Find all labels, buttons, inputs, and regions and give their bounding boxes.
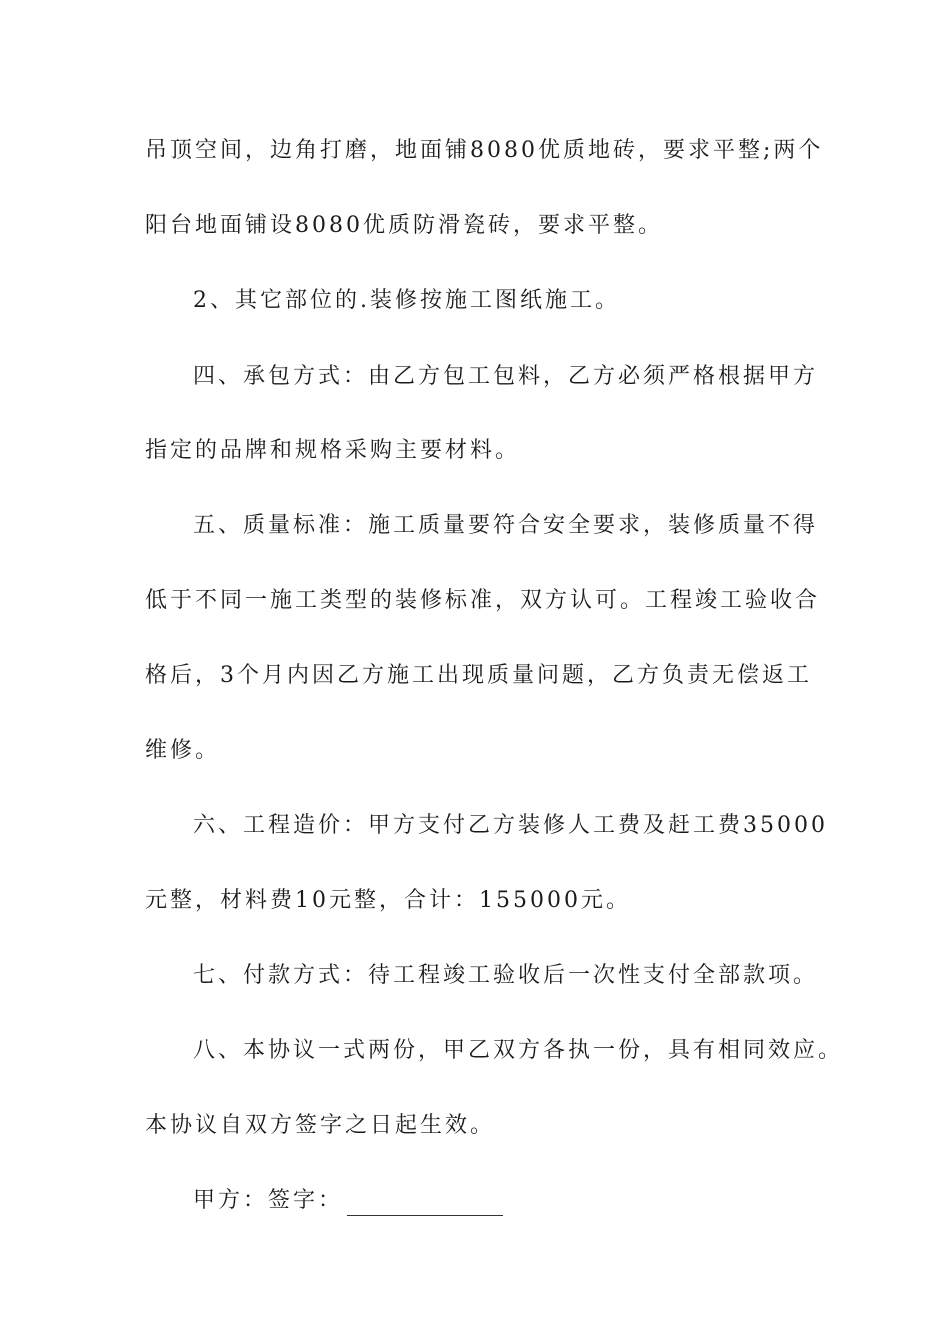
signature-blank-line (347, 1193, 503, 1216)
text-line-9: 维修。 (145, 738, 221, 763)
party-a-signature-label: 甲方：签字： (193, 1188, 344, 1213)
text-line-7: 低于不同一施工类型的装修标准，双方认可。工程竣工验收合 (145, 588, 821, 613)
clause-5-quality-standard: 五、质量标准：施工质量要符合安全要求，装修质量不得 (193, 513, 819, 538)
text-line-11: 元整，材料费10元整，合计：155000元。 (145, 888, 631, 913)
clause-8-copies: 八、本协议一式两份，甲乙双方各执一份，具有相同效应。 (193, 1038, 844, 1063)
text-line-5: 指定的品牌和规格采购主要材料。 (145, 438, 521, 463)
clause-4-contract-method: 四、承包方式：由乙方包工包料，乙方必须严格根据甲方 (193, 364, 819, 389)
clause-7-payment-method: 七、付款方式：待工程竣工验收后一次性支付全部款项。 (193, 963, 819, 988)
text-line-14: 本协议自双方签字之日起生效。 (145, 1113, 496, 1138)
text-line-1: 吊顶空间，边角打磨，地面铺8080优质地砖，要求平整;两个 (145, 138, 824, 163)
text-line-8: 格后，3个月内因乙方施工出现质量问题，乙方负责无偿返工 (145, 663, 812, 688)
text-line-2: 阳台地面铺设8080优质防滑瓷砖，要求平整。 (145, 213, 663, 238)
clause-6-project-cost: 六、工程造价：甲方支付乙方装修人工费及赶工费35000 (193, 813, 828, 838)
clause-2-other-parts: 2、其它部位的.装修按施工图纸施工。 (193, 288, 620, 313)
party-a-signature-row (193, 1186, 893, 1216)
